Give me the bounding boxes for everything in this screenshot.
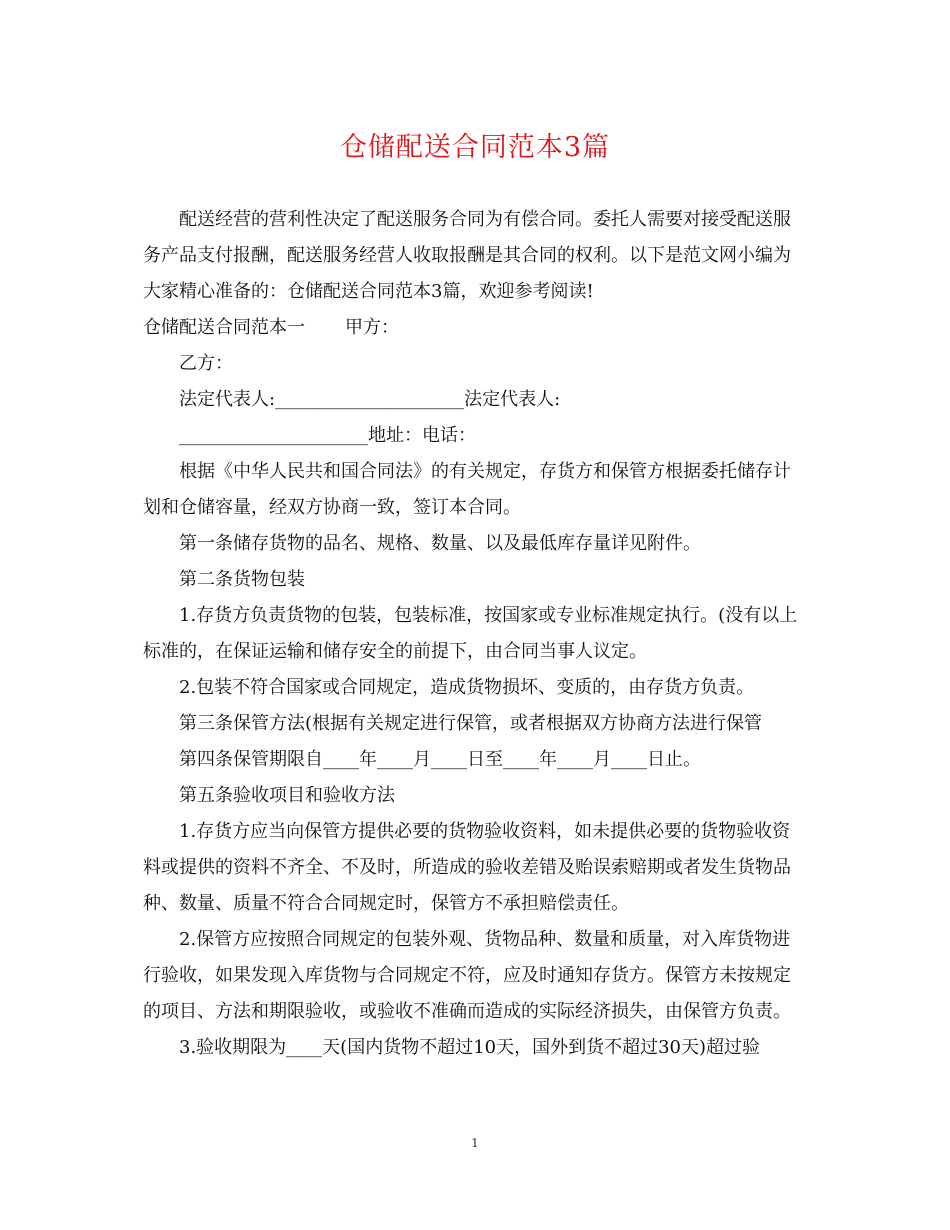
article-2-heading: 第二条货物包装 [179,569,305,590]
address-line: _____________________地址：电话： [179,425,476,446]
article-5-item-1: 1.存货方应当向保管方提供必要的货物验收资料，如未提供必要的货物验收资料或提供的资料不齐全、不及时，所造成的验收差错及贻误索赔期或者发生货物品种、数量、质量不符合合同规定时，保管方不承担赔偿责任。 [143,821,791,914]
page-number: 1 [471,1136,479,1150]
legal-rep-line: 法定代表人:_____________________法定代表人: [179,389,561,410]
article-5-heading: 第五条验收项目和验收方法 [179,785,395,806]
document-title: 仓储配送合同范本3篇 [339,132,611,163]
article-3: 第三条保管方法(根据有关规定进行保管，或者根据双方协商方法进行保管 [179,713,763,734]
article-5-item-2: 2.保管方应按照合同规定的包装外观、货物品种、数量和质量，对入库货物进行验收，如果发现入库货物与合同规定不符，应及时通知存货方。保管方未按规定的项目、方法和期限验收，或验收不准确而造成的实际经济损失，由保管方负责。 [143,929,791,1022]
article-2-item-2: 2.包装不符合国家或合同规定，造成货物损坏、变质的，由存货方负责。 [179,677,755,698]
basis-paragraph: 根据《中华人民共和国合同法》的有关规定，存货方和保管方根据委托储存计划和仓储容量，经双方协商一致，签订本合同。 [143,461,791,518]
article-1: 第一条储存货物的品名、规格、数量、以及最低库存量详见附件。 [179,533,701,554]
document-body [143,202,808,1066]
section-heading: 仓储配送合同范本一 [143,317,305,338]
intro-paragraph: 配送经营的营利性决定了配送服务合同为有偿合同。委托人需要对接受配送服务产品支付报酬，配送服务经营人收取报酬是其合同的权利。以下是范文网小编为大家精心准备的：仓储配送合同范本3篇，欢迎参考阅读! [143,209,791,302]
article-2-item-1: 1.存货方负责货物的包装，包装标准，按国家或专业标准规定执行。(没有以上标准的，在保证运输和储存安全的前提下，由合同当事人议定。 [143,605,798,662]
section-heading-line [143,310,808,346]
party-b-label: 乙方： [179,353,233,374]
article-5-item-3: 3.验收期限为____天(国内货物不超过10天，国外到货不超过30天)超过验 [179,1037,761,1058]
party-a-label: 甲方： [345,317,399,338]
article-4: 第四条保管期限自____年____月____日至____年____月____日止。 [179,749,701,770]
